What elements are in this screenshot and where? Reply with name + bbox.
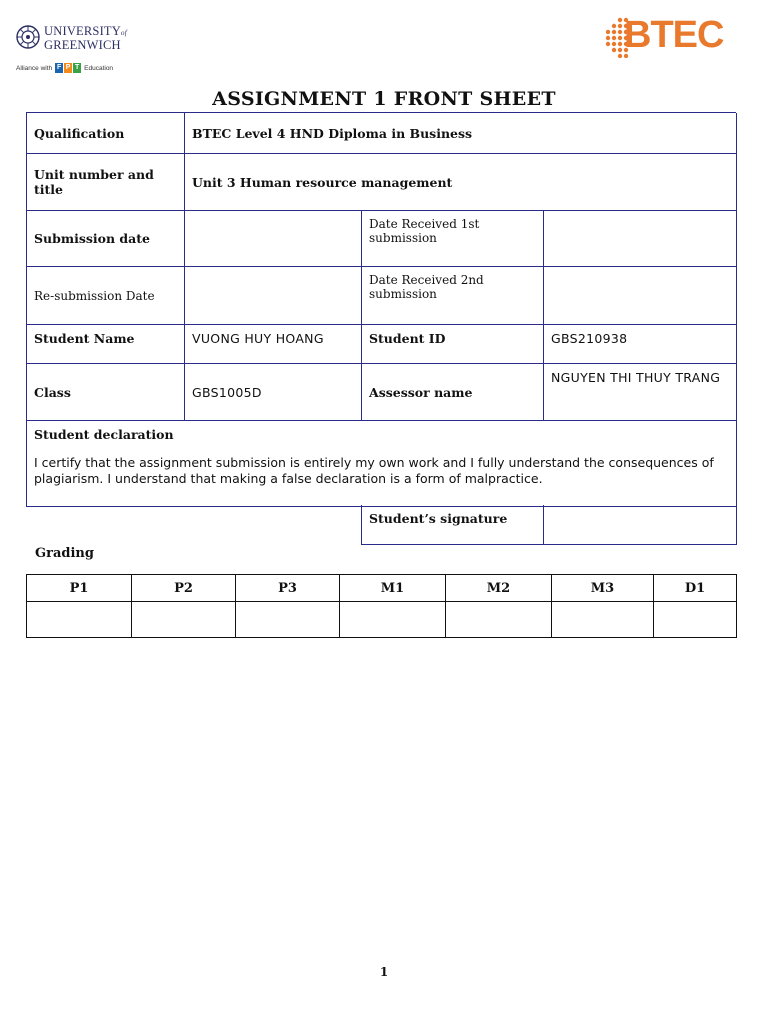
student-declaration bbox=[27, 421, 737, 507]
grading-header-row bbox=[27, 575, 737, 602]
date-received-2-field[interactable] bbox=[544, 267, 737, 325]
grade-header-d1: D1 bbox=[654, 575, 737, 602]
assessor-field[interactable]: NGUYEN THI THUY TRANG bbox=[544, 364, 737, 421]
unit-label: Unit number and title bbox=[27, 154, 185, 211]
grade-cell-p3[interactable] bbox=[236, 602, 340, 638]
submission-date-label: Submission date bbox=[27, 211, 185, 267]
grade-header-p2: P2 bbox=[132, 575, 236, 602]
grade-header-m3: M3 bbox=[552, 575, 654, 602]
page-title: ASSIGNMENT 1 FRONT SHEET bbox=[212, 88, 556, 110]
fpt-logo bbox=[55, 63, 81, 73]
resubmission-date-field[interactable] bbox=[185, 267, 362, 325]
alliance-suffix: Education bbox=[84, 64, 114, 72]
submission-date-field[interactable] bbox=[185, 211, 362, 267]
signature-label: Student’s signature bbox=[362, 505, 544, 545]
btec-logo bbox=[600, 16, 740, 60]
qualification-label: Qualification bbox=[27, 113, 185, 154]
class-label: Class bbox=[27, 364, 185, 421]
student-id-field[interactable]: GBS210938 bbox=[544, 325, 737, 364]
unit-value: Unit 3 Human resource management bbox=[185, 154, 737, 211]
grade-header-p3: P3 bbox=[236, 575, 340, 602]
date-received-1-field[interactable] bbox=[544, 211, 737, 267]
grade-cell-m3[interactable] bbox=[552, 602, 654, 638]
grade-header-m2: M2 bbox=[446, 575, 552, 602]
qualification-value: BTEC Level 4 HND Diploma in Business bbox=[185, 113, 737, 154]
university-of: of bbox=[121, 29, 127, 37]
grade-cell-m2[interactable] bbox=[446, 602, 552, 638]
assessor-label: Assessor name bbox=[362, 364, 544, 421]
university-seal-icon bbox=[16, 25, 40, 49]
student-name-field[interactable]: VUONG HUY HOANG bbox=[185, 325, 362, 364]
resubmission-date-label: Re-submission Date bbox=[27, 267, 185, 325]
fpt-letter-p: P bbox=[65, 64, 71, 71]
signature-row bbox=[361, 505, 737, 545]
student-name-label: Student Name bbox=[27, 325, 185, 364]
fpt-letter-t: T bbox=[75, 64, 80, 71]
signature-field[interactable] bbox=[544, 505, 737, 545]
university-name bbox=[44, 25, 127, 51]
grade-cell-m1[interactable] bbox=[340, 602, 446, 638]
date-received-1-label: Date Received 1st submission bbox=[362, 211, 544, 267]
grade-cell-p2[interactable] bbox=[132, 602, 236, 638]
fpt-alliance bbox=[16, 63, 113, 73]
grading-table bbox=[26, 574, 737, 638]
grade-header-m1: M1 bbox=[340, 575, 446, 602]
grade-cell-p1[interactable] bbox=[27, 602, 132, 638]
university-logo bbox=[14, 22, 144, 80]
btec-wordmark: BTEC bbox=[624, 14, 724, 56]
grading-label: Grading bbox=[35, 546, 94, 561]
page-number: 1 bbox=[379, 965, 389, 979]
grade-cell-d1[interactable] bbox=[654, 602, 737, 638]
university-line2: GREENWICH bbox=[44, 38, 121, 52]
class-field[interactable]: GBS1005D bbox=[185, 364, 362, 421]
front-sheet-form bbox=[26, 112, 736, 507]
student-id-label: Student ID bbox=[362, 325, 544, 364]
alliance-prefix: Alliance with bbox=[16, 64, 53, 72]
date-received-2-label: Date Received 2nd submission bbox=[362, 267, 544, 325]
grade-header-p1: P1 bbox=[27, 575, 132, 602]
grading-value-row bbox=[27, 602, 737, 638]
declaration-text: I certify that the assignment submission is entirely my own work and I fully understand the consequences of plagiarism. I understand that making a false declaration is a form of malpractice. bbox=[34, 455, 714, 486]
declaration-label: Student declaration bbox=[34, 427, 174, 442]
fpt-letter-f: F bbox=[57, 64, 62, 71]
university-line1: UNIVERSITY bbox=[44, 24, 121, 38]
